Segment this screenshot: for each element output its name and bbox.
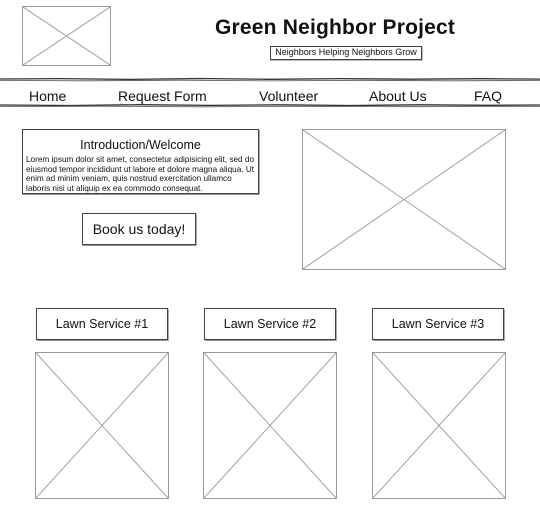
intro-body-text: Lorem ipsum dolor sit amet, consectetur adipisicing elit, sed do eiusmod tempor incididunt ut labore et dolore magna aliqua. Ut enim ad minim veniam, quis nostrud exercitation ullamco laboris nisi ut aliquip ex ea commodo consequat. bbox=[26, 155, 255, 193]
nav-volunteer[interactable]: Volunteer bbox=[259, 88, 319, 104]
image-placeholder-icon bbox=[23, 7, 110, 65]
service-image-2 bbox=[203, 352, 337, 499]
service-label-1[interactable]: Lawn Service #1 bbox=[36, 308, 168, 340]
book-us-button[interactable]: Book us today! bbox=[82, 213, 196, 245]
tagline: Neighbors Helping Neighbors Grow bbox=[270, 46, 422, 60]
service-label-2[interactable]: Lawn Service #2 bbox=[204, 308, 336, 340]
service-image-3 bbox=[372, 352, 506, 499]
intro-heading: Introduction/Welcome bbox=[80, 138, 201, 152]
hero-image-placeholder bbox=[302, 129, 506, 270]
nav-home[interactable]: Home bbox=[29, 88, 67, 104]
service-label-3[interactable]: Lawn Service #3 bbox=[372, 308, 504, 340]
page-title: Green Neighbor Project bbox=[215, 16, 456, 39]
image-placeholder-icon bbox=[303, 130, 505, 269]
image-placeholder-icon bbox=[373, 353, 505, 498]
logo-placeholder bbox=[22, 6, 111, 66]
image-placeholder-icon bbox=[204, 353, 336, 498]
nav-request-form[interactable]: Request Form bbox=[118, 88, 207, 104]
nav-about-us[interactable]: About Us bbox=[369, 88, 427, 104]
image-placeholder-icon bbox=[36, 353, 168, 498]
nav-faq[interactable]: FAQ bbox=[474, 88, 503, 104]
service-image-1 bbox=[35, 352, 169, 499]
intro-box bbox=[22, 129, 259, 194]
